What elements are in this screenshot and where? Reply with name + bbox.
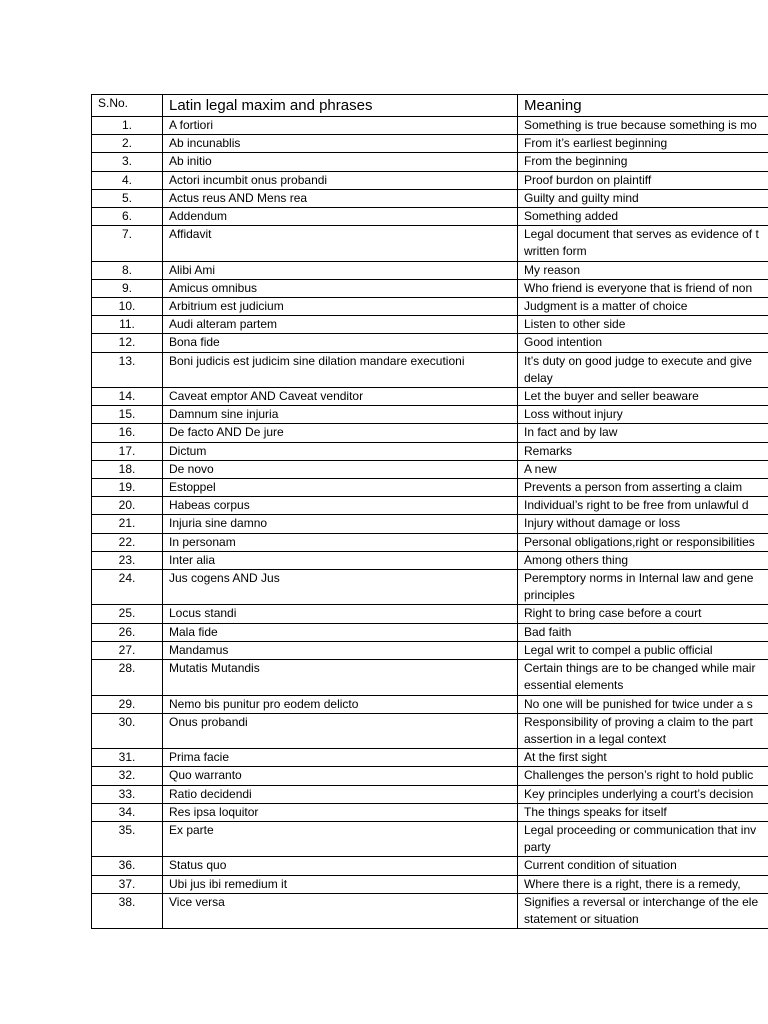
row-maxim: Addendum — [163, 208, 518, 226]
row-number: 16. — [92, 424, 163, 442]
meaning-line: Key principles underlying a court’s decision — [524, 786, 754, 801]
table-row — [92, 551, 768, 569]
row-number: 29. — [92, 695, 163, 713]
row-meaning — [518, 875, 768, 893]
row-maxim: Injuria sine damno — [163, 515, 518, 533]
row-maxim: A fortiori — [163, 117, 518, 135]
meaning-line: Listen to other side — [524, 317, 626, 332]
meaning-line: It’s duty on good judge to execute and give — [524, 353, 752, 368]
row-meaning — [518, 153, 768, 171]
row-meaning — [518, 660, 768, 695]
row-meaning — [518, 352, 768, 387]
row-maxim: Amicus omnibus — [163, 279, 518, 297]
table-body — [92, 117, 768, 929]
row-maxim: Ab incunablis — [163, 135, 518, 153]
row-number: 38. — [92, 893, 163, 928]
row-meaning — [518, 298, 768, 316]
table-row — [92, 570, 768, 605]
row-meaning — [518, 570, 768, 605]
meaning-line: A new — [524, 461, 557, 476]
table-row — [92, 171, 768, 189]
meaning-line-continued: delay — [524, 370, 553, 385]
row-number: 9. — [92, 279, 163, 297]
table-row — [92, 117, 768, 135]
row-maxim: Actus reus AND Mens rea — [163, 189, 518, 207]
table-row — [92, 497, 768, 515]
document-page — [91, 94, 768, 929]
meaning-line: At the first sight — [524, 750, 607, 765]
meaning-line: Challenges the person’s right to hold public — [524, 768, 754, 783]
table-header-row — [92, 95, 768, 117]
meaning-line: Certain things are to be changed while mair — [524, 661, 756, 676]
table-row — [92, 460, 768, 478]
row-maxim: Prima facie — [163, 749, 518, 767]
row-number: 22. — [92, 533, 163, 551]
meaning-line: Let the buyer and seller beaware — [524, 389, 699, 404]
row-meaning — [518, 641, 768, 659]
meaning-line: No one will be punished for twice under a s — [524, 696, 753, 711]
row-maxim: Quo warranto — [163, 767, 518, 785]
row-number: 5. — [92, 189, 163, 207]
row-meaning — [518, 406, 768, 424]
table-row — [92, 316, 768, 334]
row-maxim: De facto AND De jure — [163, 424, 518, 442]
meaning-line-continued: written form — [524, 244, 587, 259]
table-row — [92, 857, 768, 875]
table-row — [92, 135, 768, 153]
meaning-line: Legal proceeding or communication that inv — [524, 822, 757, 837]
row-meaning — [518, 279, 768, 297]
meaning-line: Where there is a right, there is a remedy, — [524, 876, 741, 891]
meaning-line: Guilty and guilty mind — [524, 190, 639, 205]
row-maxim: Res ipsa loquitor — [163, 803, 518, 821]
meaning-line: Signifies a reversal or interchange of the ele — [524, 894, 759, 909]
meaning-line: Loss without injury — [524, 407, 623, 422]
meaning-line: Something is true because something is mo — [524, 118, 757, 132]
table-row — [92, 388, 768, 406]
row-meaning — [518, 226, 768, 261]
row-number: 32. — [92, 767, 163, 785]
row-meaning — [518, 424, 768, 442]
row-meaning — [518, 388, 768, 406]
row-meaning — [518, 117, 768, 135]
meaning-line: Legal document that serves as evidence of t — [524, 227, 759, 242]
row-meaning — [518, 171, 768, 189]
row-number: 7. — [92, 226, 163, 261]
row-maxim: Ratio decidendi — [163, 785, 518, 803]
row-maxim: Damnum sine injuria — [163, 406, 518, 424]
meaning-line: Responsibility of proving a claim to the part — [524, 714, 753, 729]
row-number: 33. — [92, 785, 163, 803]
row-number: 3. — [92, 153, 163, 171]
table-row — [92, 189, 768, 207]
row-maxim: Mala fide — [163, 623, 518, 641]
table-row — [92, 713, 768, 748]
header-meaning: Meaning — [518, 95, 768, 117]
meaning-line: Who friend is everyone that is friend of non — [524, 280, 753, 295]
table-row — [92, 406, 768, 424]
row-maxim: Mandamus — [163, 641, 518, 659]
row-number: 37. — [92, 875, 163, 893]
meaning-line-continued: statement or situation — [524, 911, 639, 926]
row-number: 4. — [92, 171, 163, 189]
meaning-line: Good intention — [524, 335, 603, 350]
table-row — [92, 226, 768, 261]
row-maxim: Mutatis Mutandis — [163, 660, 518, 695]
row-meaning — [518, 261, 768, 279]
table-row — [92, 623, 768, 641]
row-maxim: Ab initio — [163, 153, 518, 171]
row-number: 20. — [92, 497, 163, 515]
meaning-line: Right to bring case before a court — [524, 606, 702, 621]
table-row — [92, 641, 768, 659]
meaning-line-continued: party — [524, 840, 551, 855]
row-number: 26. — [92, 623, 163, 641]
table-row — [92, 749, 768, 767]
row-meaning — [518, 623, 768, 641]
row-meaning — [518, 767, 768, 785]
row-number: 31. — [92, 749, 163, 767]
meaning-line: Current condition of situation — [524, 858, 677, 873]
row-meaning — [518, 803, 768, 821]
meaning-line: Individual’s right to be free from unlawful d — [524, 498, 749, 513]
table-row — [92, 695, 768, 713]
row-meaning — [518, 551, 768, 569]
row-meaning — [518, 479, 768, 497]
row-meaning — [518, 605, 768, 623]
row-meaning — [518, 713, 768, 748]
table-row — [92, 298, 768, 316]
table-row — [92, 334, 768, 352]
meaning-line: Among others thing — [524, 552, 629, 567]
row-maxim: Actori incumbit onus probandi — [163, 171, 518, 189]
row-maxim: Audi alteram partem — [163, 316, 518, 334]
row-maxim: Estoppel — [163, 479, 518, 497]
row-number: 30. — [92, 713, 163, 748]
row-number: 17. — [92, 442, 163, 460]
row-maxim: Jus cogens AND Jus — [163, 570, 518, 605]
meaning-line-continued: assertion in a legal context — [524, 731, 667, 746]
row-number: 28. — [92, 660, 163, 695]
row-number: 13. — [92, 352, 163, 387]
latin-maxims-table — [91, 94, 768, 929]
meaning-line: From it’s earliest beginning — [524, 136, 668, 151]
meaning-line: Prevents a person from asserting a claim — [524, 480, 743, 495]
table-row — [92, 660, 768, 695]
row-maxim: Dictum — [163, 442, 518, 460]
row-number: 11. — [92, 316, 163, 334]
row-maxim: Bona fide — [163, 334, 518, 352]
meaning-line: Bad faith — [524, 624, 572, 639]
row-meaning — [518, 497, 768, 515]
row-number: 6. — [92, 208, 163, 226]
table-row — [92, 352, 768, 387]
row-number: 2. — [92, 135, 163, 153]
meaning-line: Personal obligations,right or responsibilities — [524, 534, 755, 549]
row-number: 10. — [92, 298, 163, 316]
row-meaning — [518, 208, 768, 226]
meaning-line-continued: principles — [524, 588, 575, 603]
row-number: 1. — [92, 117, 163, 135]
table-row — [92, 767, 768, 785]
table-row — [92, 821, 768, 856]
row-number: 12. — [92, 334, 163, 352]
table-row — [92, 208, 768, 226]
meaning-line: Injury without damage or loss — [524, 516, 681, 531]
table-row — [92, 279, 768, 297]
row-meaning — [518, 749, 768, 767]
row-number: 19. — [92, 479, 163, 497]
meaning-line: The things speaks for itself — [524, 804, 667, 819]
table-row — [92, 605, 768, 623]
table-row — [92, 442, 768, 460]
row-maxim: De novo — [163, 460, 518, 478]
row-meaning — [518, 533, 768, 551]
row-number: 24. — [92, 570, 163, 605]
row-meaning — [518, 334, 768, 352]
meaning-line: Something added — [524, 209, 619, 224]
table-row — [92, 153, 768, 171]
row-maxim: Affidavit — [163, 226, 518, 261]
row-meaning — [518, 821, 768, 856]
meaning-line: In fact and by law — [524, 425, 618, 440]
row-number: 36. — [92, 857, 163, 875]
row-maxim: Ex parte — [163, 821, 518, 856]
row-number: 14. — [92, 388, 163, 406]
row-meaning — [518, 316, 768, 334]
row-number: 18. — [92, 460, 163, 478]
row-meaning — [518, 442, 768, 460]
table-row — [92, 803, 768, 821]
row-meaning — [518, 460, 768, 478]
row-maxim: Onus probandi — [163, 713, 518, 748]
meaning-line: Peremptory norms in Internal law and gene — [524, 571, 754, 586]
meaning-line: My reason — [524, 262, 581, 277]
row-number: 8. — [92, 261, 163, 279]
row-maxim: Caveat emptor AND Caveat venditor — [163, 388, 518, 406]
row-meaning — [518, 695, 768, 713]
row-number: 27. — [92, 641, 163, 659]
row-number: 34. — [92, 803, 163, 821]
table-row — [92, 424, 768, 442]
table-row — [92, 261, 768, 279]
row-maxim: Status quo — [163, 857, 518, 875]
meaning-line: Remarks — [524, 443, 573, 458]
meaning-line-continued: essential elements — [524, 678, 624, 693]
row-meaning — [518, 893, 768, 928]
row-maxim: Nemo bis punitur pro eodem delicto — [163, 695, 518, 713]
row-maxim: Locus standi — [163, 605, 518, 623]
row-number: 21. — [92, 515, 163, 533]
row-number: 35. — [92, 821, 163, 856]
row-maxim: Boni judicis est judicim sine dilation mandare executioni — [163, 352, 518, 387]
table-row — [92, 875, 768, 893]
header-maxim: Latin legal maxim and phrases — [163, 95, 518, 117]
row-number: 23. — [92, 551, 163, 569]
row-maxim: In personam — [163, 533, 518, 551]
row-meaning — [518, 857, 768, 875]
row-meaning — [518, 189, 768, 207]
meaning-line: Legal writ to compel a public official — [524, 642, 713, 657]
header-sno: S.No. — [92, 95, 163, 117]
table-row — [92, 893, 768, 928]
row-maxim: Alibi Ami — [163, 261, 518, 279]
row-meaning — [518, 135, 768, 153]
row-maxim: Ubi jus ibi remedium it — [163, 875, 518, 893]
row-meaning — [518, 515, 768, 533]
row-maxim: Arbitrium est judicium — [163, 298, 518, 316]
table-row — [92, 479, 768, 497]
meaning-line: Judgment is a matter of choice — [524, 299, 688, 314]
table-row — [92, 533, 768, 551]
table-row — [92, 515, 768, 533]
row-number: 25. — [92, 605, 163, 623]
row-maxim: Habeas corpus — [163, 497, 518, 515]
row-maxim: Vice versa — [163, 893, 518, 928]
row-maxim: Inter alia — [163, 551, 518, 569]
row-number: 15. — [92, 406, 163, 424]
table-row — [92, 785, 768, 803]
row-meaning — [518, 785, 768, 803]
meaning-line: From the beginning — [524, 154, 628, 169]
meaning-line: Proof burdon on plaintiff — [524, 172, 652, 187]
